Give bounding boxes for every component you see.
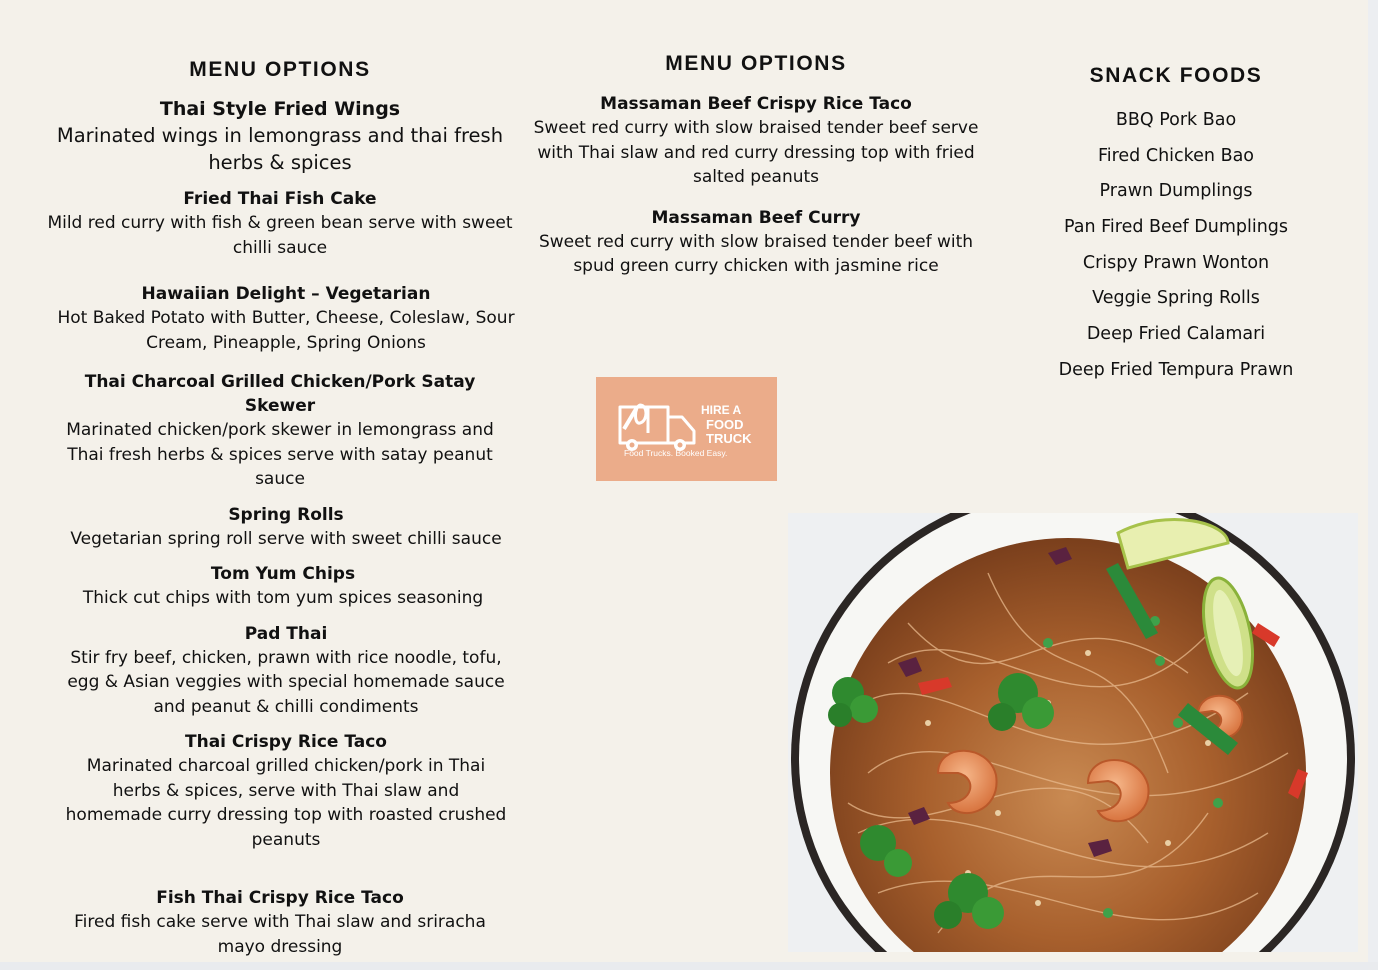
hire-a-food-truck-logo bbox=[596, 377, 777, 481]
snack-item: Fired Chicken Bao bbox=[1097, 145, 1255, 166]
menu-item-description: Marinated chicken/pork skewer in lemongrass and Thai fresh herbs & spices serve with satay peanut sauce bbox=[66, 420, 494, 489]
logo-line3: TRUCK bbox=[706, 431, 752, 446]
menu-item bbox=[30, 187, 530, 260]
menu-item bbox=[30, 282, 530, 355]
snack-item: Pan Fired Beef Dumplings bbox=[1063, 217, 1289, 238]
pad-thai-noodle-bowl-photo bbox=[788, 513, 1358, 952]
snack-list bbox=[1030, 108, 1322, 382]
middle-menu-heading: MENU OPTIONS bbox=[665, 52, 847, 75]
menu-item-name: Tom Yum Chips bbox=[210, 564, 356, 584]
menu-item bbox=[30, 96, 530, 176]
snack-item: Deep Fried Tempura Prawn bbox=[1058, 359, 1294, 380]
menu-item-description: Marinated charcoal grilled chicken/pork in Thai herbs & spices, serve with Thai slaw and homemade curry dressing top with roasted crushed peanuts bbox=[65, 756, 507, 850]
left-menu-heading: MENU OPTIONS bbox=[189, 58, 371, 81]
left-menu-column bbox=[30, 58, 530, 970]
middle-menu-column bbox=[516, 52, 996, 290]
menu-item-name: Thai Charcoal Grilled Chicken/Pork Satay Skewer bbox=[84, 372, 476, 416]
snack-foods-heading: SNACK FOODS bbox=[1089, 64, 1263, 87]
snack-item: Veggie Spring Rolls bbox=[1092, 288, 1260, 309]
logo-line1: HIRE A bbox=[701, 403, 742, 417]
menu-item-name: Hawaiian Delight – Vegetarian bbox=[141, 284, 431, 304]
snack-foods-column bbox=[1030, 64, 1322, 394]
menu-item-description: Fired fish cake serve with Thai slaw and sriracha mayo dressing bbox=[74, 912, 486, 957]
menu-item-name: Massaman Beef Curry bbox=[651, 207, 861, 228]
menu-item-description: Sweet red curry with slow braised tender beef with spud green curry chicken with jasmine rice bbox=[538, 231, 974, 276]
logo-tagline: Food Trucks. Booked Easy. bbox=[624, 448, 728, 458]
snack-item: BBQ Pork Bao bbox=[1115, 110, 1237, 130]
noodle-bowl-illustration bbox=[788, 513, 1358, 952]
menu-item bbox=[30, 503, 530, 552]
snack-item: Prawn Dumplings bbox=[1099, 181, 1253, 202]
menu-item-name: Fish Thai Crispy Rice Taco bbox=[156, 888, 404, 908]
menu-item bbox=[30, 366, 530, 492]
menu-item-description: Hot Baked Potato with Butter, Cheese, Coleslaw, Sour Cream, Pineapple, Spring Onions bbox=[57, 308, 515, 353]
menu-item bbox=[516, 92, 996, 190]
menu-item bbox=[30, 562, 530, 611]
menu-item-description: Sweet red curry with slow braised tender beef serve with Thai slaw and red curry dressing top with fried salted peanuts bbox=[533, 118, 979, 187]
menu-item bbox=[30, 886, 530, 959]
menu-item bbox=[30, 622, 530, 720]
menu-item-description: Thick cut chips with tom yum spices seasoning bbox=[82, 588, 484, 608]
snack-item: Deep Fried Calamari bbox=[1086, 324, 1266, 345]
menu-item-name: Thai Crispy Rice Taco bbox=[185, 732, 387, 752]
menu-item bbox=[516, 206, 996, 279]
menu-item-name: Massaman Beef Crispy Rice Taco bbox=[600, 94, 912, 114]
menu-item-name: Spring Rolls bbox=[228, 504, 344, 525]
menu-item-description: Marinated wings in lemongrass and thai fresh herbs & spices bbox=[56, 124, 504, 174]
menu-item-description: Vegetarian spring roll serve with sweet chilli sauce bbox=[70, 528, 502, 549]
menu-item-name: Thai Style Fried Wings bbox=[159, 98, 401, 120]
page-right-edge bbox=[1368, 0, 1378, 970]
food-truck-icon bbox=[596, 377, 777, 481]
menu-item-name: Fried Thai Fish Cake bbox=[183, 189, 377, 209]
menu-item bbox=[30, 730, 530, 852]
menu-item-name: Pad Thai bbox=[244, 623, 328, 644]
menu-item-description: Stir fry beef, chicken, prawn with rice noodle, tofu, egg & Asian veggies with special homemade sauce and peanut & chilli condiments bbox=[67, 647, 505, 717]
menu-item-description: Mild red curry with fish & green bean serve with sweet chilli sauce bbox=[47, 213, 513, 258]
logo-line2: FOOD bbox=[706, 417, 744, 432]
snack-item: Crispy Prawn Wonton bbox=[1082, 252, 1270, 273]
